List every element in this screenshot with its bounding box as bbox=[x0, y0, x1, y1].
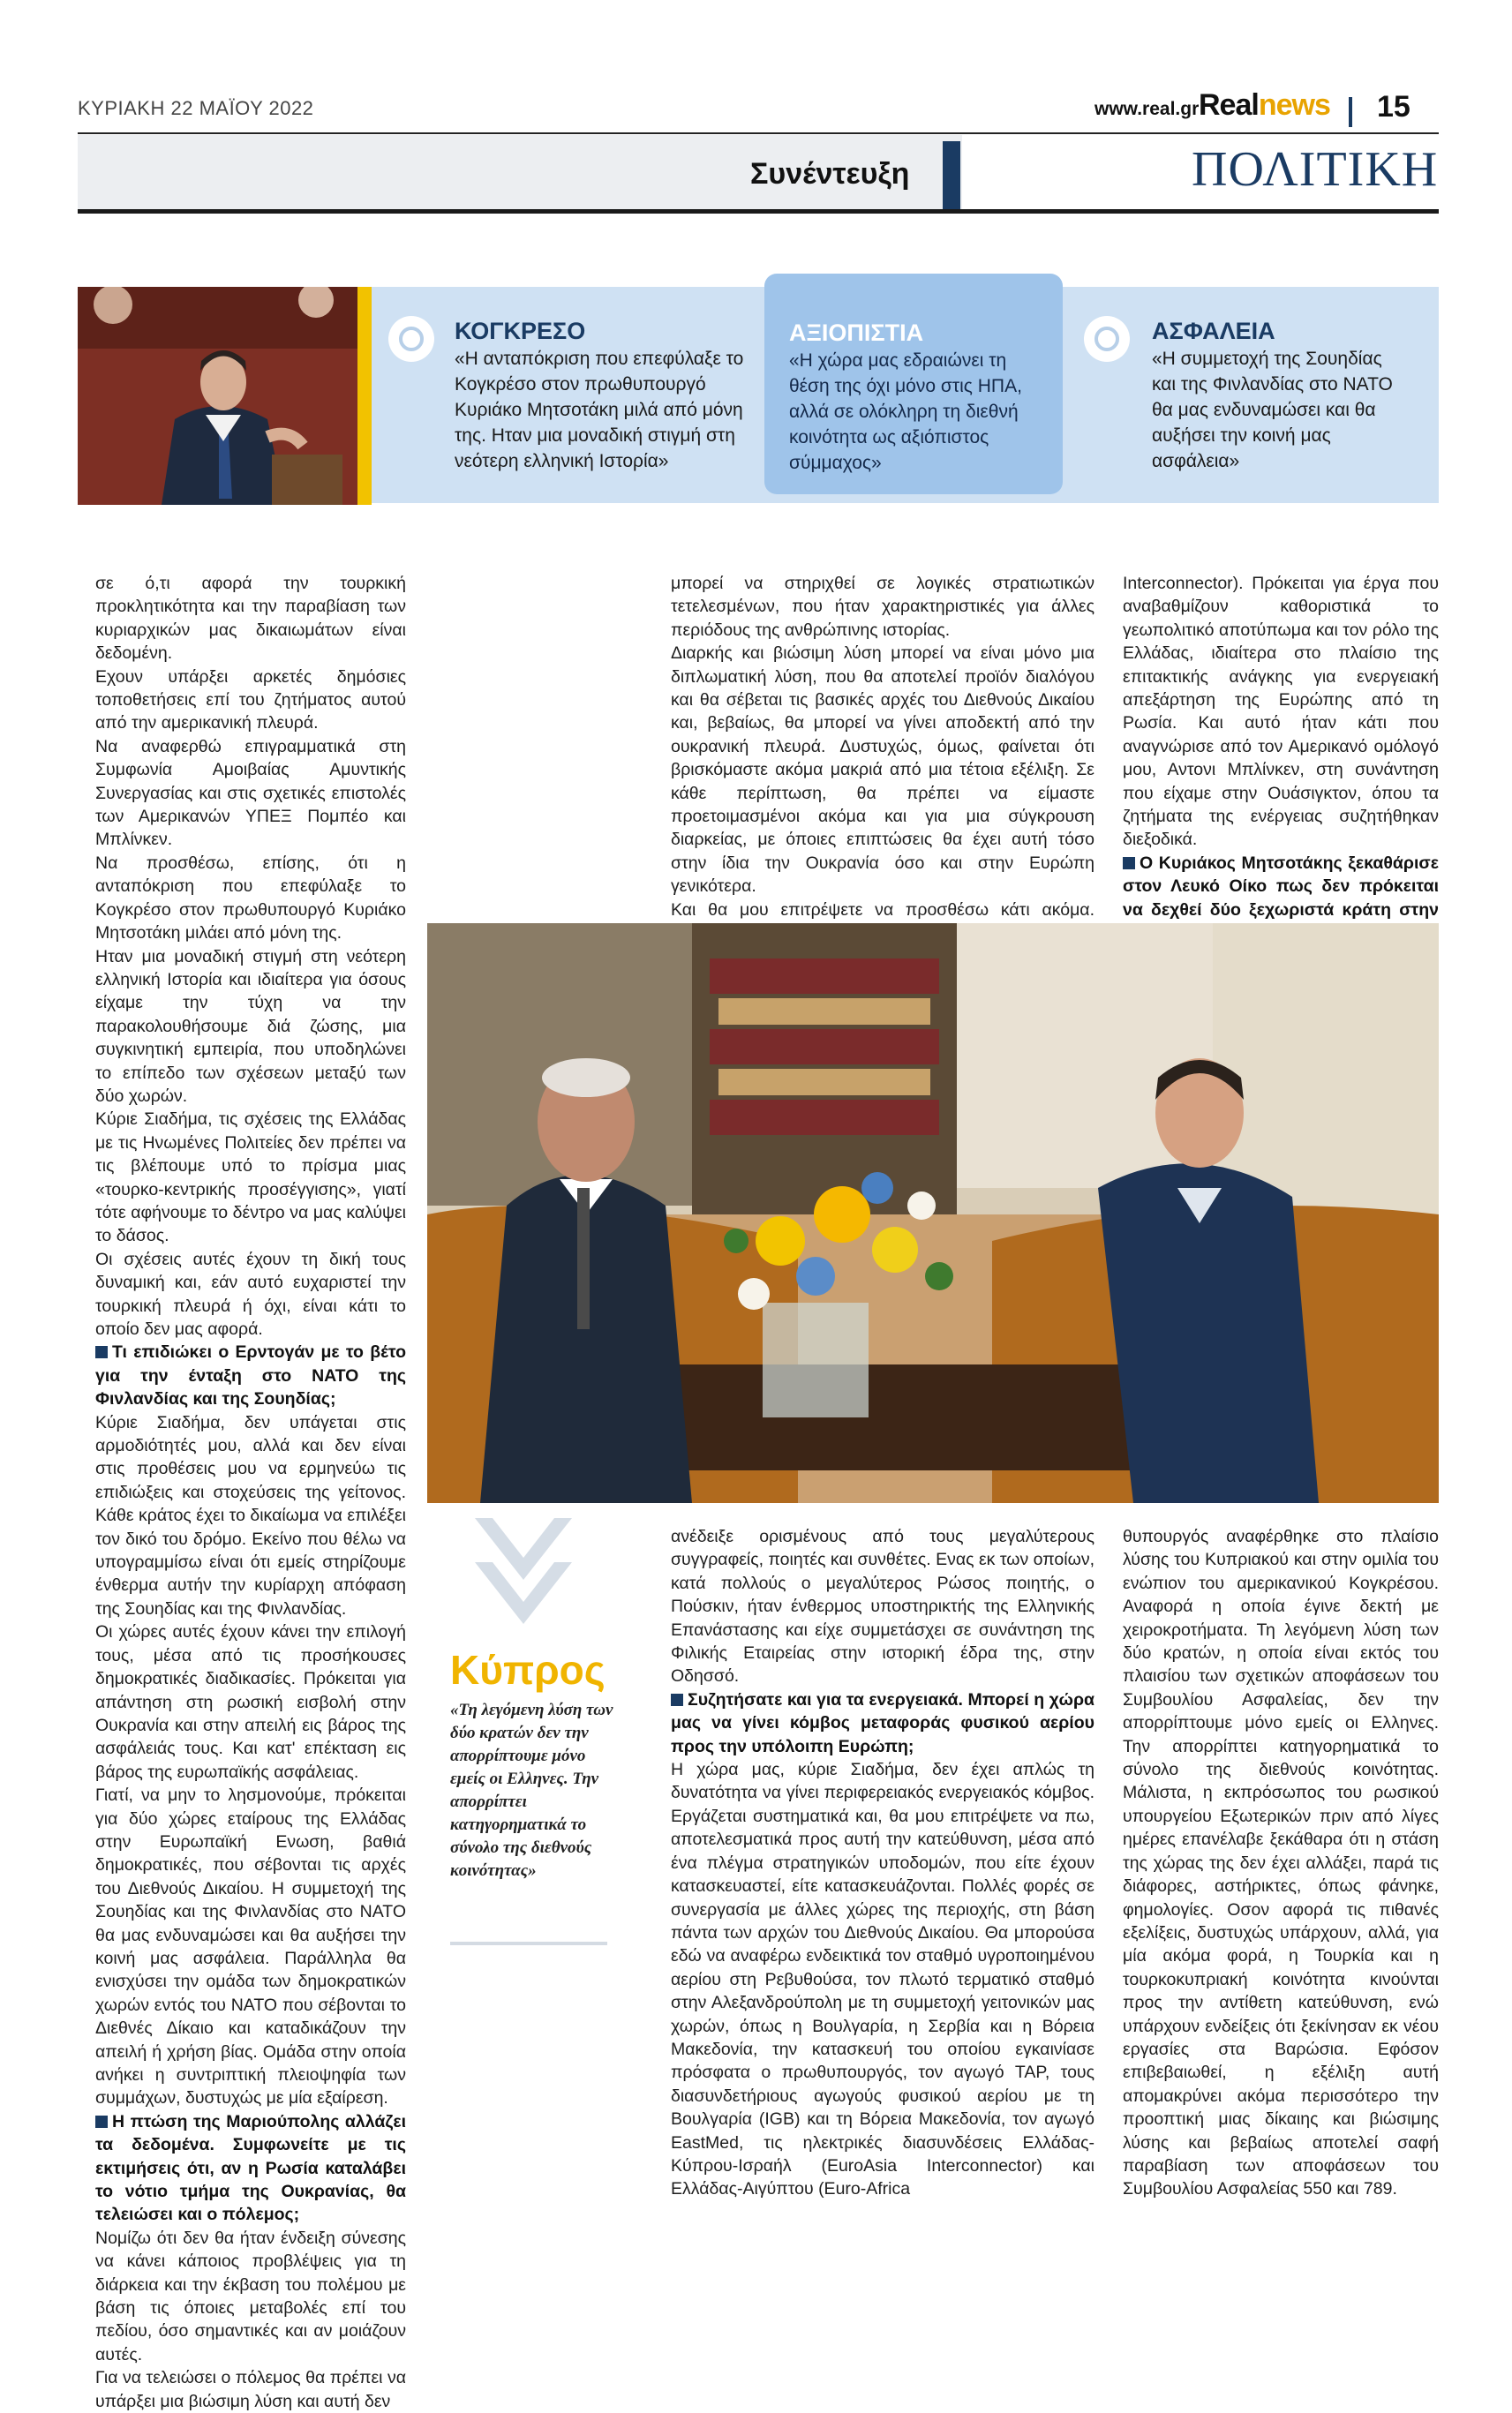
paragraph: Interconnector). Πρόκειται για έργα που αναβαθμίζουν καθοριστικά το γεωπολιτικό αποτύπωμα και τον ρόλο της Ελλάδας, ιδιαίτερα στο πλαίσιο της επιτακτικής ανάγκης για ενεργειακή απεξάρτηση της Ευρώπης από τη Ρωσία. Και αυτό ήταν κάτι που αναγνώρισε από τον Αμερικανό ομόλογό μου, Αντονι Μπλίνκεν, στη συνάντηση που είχαμε στην Ουάσιγκτον, όπου τα ζητήματα της ενέργειας συζητήθηκαν διεξοδικά. bbox=[1123, 574, 1439, 850]
paragraph: Νομίζω ότι δεν θα ήταν ένδειξη σύνεσης να κάνει κάποιος προβλέψεις για τη διάρκεια και την έκβαση του πολέμου με βάση τις όποιες μεταβολές επί του πεδίου, όσο σημαντικές και αν μοιάζουν αυτές. bbox=[95, 2228, 406, 2364]
highlight-bullet-icon bbox=[1084, 316, 1130, 362]
paragraph: Γιατί, να μην το λησμονούμε, πρόκειται για δύο χώρες εταίρους της Ελλάδας στην Ευρωπαϊκή Ενωση, βαθιά δημοκρατικές, που σέβονται τις αρχές του Διεθνούς Δικαίου. Η συμμετοχή της Σουηδίας και της Φινλανδίας στο ΝΑΤΟ θα μας ενδυναμώσει και θα αυξήσει την κοινή μας ασφάλεια. Παράλληλα θα ενισχύσει την ομάδα των δημοκρατικών χωρών εντός του ΝΑΤΟ που σέβονται το Διεθνές Δίκαιο και καταδικάζουν την απειλή ή χρήση βίας. Ομάδα στην οποία ανήκει η συντριπτική πλειοψηφία των συμμάχων, δυστυχώς με μία εξαίρεση. bbox=[95, 1785, 406, 2109]
highlight-bullet-icon bbox=[388, 316, 434, 362]
section-label: Συνέντευξη bbox=[750, 157, 910, 191]
highlight-title: ΑΞΙΟΠΙΣΤΙΑ bbox=[789, 319, 924, 346]
highlight-box-credibility bbox=[764, 274, 1063, 494]
photo-prime-minister-congress bbox=[78, 287, 369, 505]
paragraph: Η χώρα μας, κύριε Σιαδήμα, δεν έχει απλώς τη δυνατότητα να γίνει περιφερειακός ενεργειακός κόμβος. Εργάζεται συστηματικά και, θα μου επιτρέψετε να πω, αποτελεσματικά προς αυτή την κατεύθυνση, μέσα από ένα πλέγμα στρατηγικών υποδομών, που είτε έχουν κατασκευαστεί, είτε κατασκευάζονται. Πολλές φορές σε συνεργασία με άλλες χώρες της περιοχής, στη βάση πάντα των αρχών του Διεθνούς Δικαίου. Θα μπορούσα εδώ να αναφέρω ενδεικτικά τον σταθμό υγροποιημένου αερίου στη Ρεβυθούσα, τον πλωτό τερματικό σταθμό στην Αλεξανδρούπολη με τη συμμετοχή γειτονικών μας χωρών, όπως η Βουλγαρία, η Σερβία και η Βόρεια Μακεδονία, την κατασκευή του οποίου εγκαινίασε πρόσφατα ο πρωθυπουργός, τον αγωγό TAP, τους διασυνδετήριους αγωγούς φυσικού αερίου με τη Βουλγαρία (IGB) και τη Βόρεια Μακεδονία, τον αγωγό EastMed, τις ηλεκτρικές διασυνδέσεις Ελλάδας-Κύπρου-Ισραήλ (EuroAsia Interconnector) και Ελλάδας-Αιγύπτου (Euro-Africa bbox=[671, 1760, 1095, 2199]
pullquote-divider bbox=[450, 1942, 607, 1945]
highlight-title: ΚΟΓΚΡΕΣΟ bbox=[455, 318, 586, 344]
paragraph: Και θα μου επιτρέψετε να προσθέσω κάτι ακόμα. bbox=[671, 899, 1095, 920]
page-number: 15 bbox=[1377, 90, 1410, 124]
photo-accent-bar bbox=[357, 287, 372, 505]
newspaper-logo bbox=[1199, 88, 1330, 123]
category-title: ΠΟΛΙΤΙΚΗ bbox=[1192, 142, 1439, 197]
interview-question: Συζητήσατε και για τα ενεργειακά. Μπορεί η χώρα μας να γίνει κόμβος μεταφοράς φυσικού αερίου προς την υπόλοιπη Ευρώπη; bbox=[671, 1688, 1095, 1758]
interview-question: Τι επιδιώκει ο Ερντογάν με το βέτο για την ένταξη στο ΝΑΤΟ της Φινλανδίας και της Σουηδίας; bbox=[95, 1341, 406, 1410]
paragraph: Κύριε Σιαδήμα, τις σχέσεις της Ελλάδας με τις Ηνωμένες Πολιτείες δεν πρέπει να τις βλέπουμε υπό το πρίσμα μιας «τουρκο-κεντρικής προσέγγισης», γιατί τότε αφήνουμε το δέντρο να μας καλύψει το δάσος. bbox=[95, 1109, 406, 1246]
article-column-1 bbox=[95, 572, 406, 2413]
paragraph: Οι χώρες αυτές έχουν κάνει την επιλογή τους, μέσα από τις προσήκουσες δημοκρατικές διαδικασίες. Πρόκειται για απάντηση στη ρωσική εισβολή στην Ουκρανία και στην απειλή εις βάρος της ασφάλειάς τους. Και κατ' επέκταση εις βάρος της ευρωπαϊκής ασφάλειας. bbox=[95, 1622, 406, 1782]
article-column-3-bottom bbox=[1123, 1525, 1439, 2201]
photo-meeting bbox=[427, 923, 1439, 1503]
chevron-down-icon bbox=[475, 1518, 572, 1637]
paragraph: θυπουργός αναφέρθηκε στο πλαίσιο λύσης του Κυπριακού και στην ομιλία του ενώπιον του αμερικανικού Κογκρέσου. Αναφορά η οποία έγινε δεκτή με χειροκροτήματα. Τη λεγόμενη λύση των δύο κρατών, η οποία είναι εκτός του πλαισίου των σχετικών αποφάσεων του Συμβουλίου Ασφαλείας, δεν την απορρίπτουμε μόνο εμείς οι Ελληνες. Την απορρίπτει κατηγορηματικά το σύνολο της διεθνούς κοινότητας. Μάλιστα, η εκπρόσωπος του ρωσικού υπουργείου Εξωτερικών πριν από λίγες ημέρες επανέλαβε ξεκάθαρα ότι η στάση της χώρας της δεν έχει αλλάξει, παρά τις διάφορες, αστήρικτες, όπως φάνηκε, φημολογίες. Οσον αφορά τις πιθανές εξελίξεις, δυστυχώς υπάρχουν, αλλά, για μία ακόμα φορά, η Τουρκία και η τουρκοκυπριακή κοινότητα κινούνται προς την αντίθετη κατεύθυνση, ενώ υπάρχουν ενδείξεις ότι ξεκίνησαν εκ νέου εργασίες στα Βαρώσια. Εφόσον επιβεβαιωθεί, η εξέλιξη αυτή απομακρύνει ακόμα περισσότερο την προοπτική μιας δίκαιης και βιώσιμης λύσης και βεβαίως αποτελεί σαφή παραβίαση των αποφάσεων του Συμβουλίου Ασφαλείας 550 και 789. bbox=[1123, 1527, 1439, 2199]
highlight-title: ΑΣΦΑΛΕΙΑ bbox=[1152, 318, 1275, 344]
pullquote-title: Κύπρος bbox=[450, 1647, 606, 1693]
paragraph: Να προσθέσω, επίσης, ότι η ανταπόκριση που επεφύλαξε το Κογκρέσο στον πρωθυπουργό Κυριάκο Μητσοτάκη μιλάει από μόνη της. bbox=[95, 853, 406, 943]
highlight-text: «Η ανταπόκριση που επεφύλαξε το Κογκρέσο στον πρωθυπουργό Κυριάκο Μητσοτάκη μιλά από μόνη της. Ηταν μια μοναδική στιγμή στη νεότερη ελληνική Ιστορία» bbox=[455, 349, 744, 471]
header-divider bbox=[1349, 97, 1352, 127]
paragraph: Κύριε Σιαδήμα, δεν υπάγεται στις αρμοδιότητές μου, αλλά και δεν είναι στις προθέσεις μου να ερμηνεύω τις επιδιώξεις και στοχεύσεις της γείτονος. Κάθε κράτος έχει το δικαίωμα να επιλέξει τον δικό του δρόμο. Εκείνο που θέλω να υπογραμμίσω είναι ότι εμείς στηρίζουμε ένθερμα αυτήν την κυρίαρχη απόφαση της Σουηδίας και της Φινλανδίας. bbox=[95, 1412, 406, 1619]
interview-question: Ο Κυριάκος Μητσοτάκης ξεκαθάρισε στον Λευκό Οίκο πως δεν πρόκειται να δεχθεί δύο ξεχωριστά κράτη στην bbox=[1123, 852, 1439, 968]
highlight-text: «Η συμμετοχή της Σουηδίας και της Φινλανδίας στο ΝΑΤΟ θα μας ενδυναμώσει και θα αυξήσει την κοινή μας ασφάλεια» bbox=[1152, 349, 1393, 471]
paragraph: Να αναφερθώ επιγραμματικά στη Συμφωνία Αμοιβαίας Αμυντικής Συνεργασίας και στις σχετικές επιστολές των Αμερικανών ΥΠΕΞ Πομπέο και Μπλίνκεν. bbox=[95, 736, 406, 850]
paragraph: Οι σχέσεις αυτές έχουν τη δική τους δυναμική και, εάν αυτό ευχαριστεί την τουρκική πλευρά ή όχι, είναι κάτι το οποίο δεν μας αφορά. bbox=[95, 1249, 406, 1339]
section-tab bbox=[943, 141, 960, 209]
paragraph: Διαρκής και βιώσιμη λύση μπορεί να είναι μόνο μια διπλωματική λύση, που θα αποτελεί προϊόν διαλόγου και θα σέβεται τις βασικές αρχές του Διεθνούς Δικαίου και, βεβαίως, θα μπορεί να γίνει αποδεκτή από την ουκρανική πλευρά. Δυστυχώς, όμως, φαίνεται ότι βρισκόμαστε ακόμα μακριά από μια τέτοια εξέλιξη. Σε κάθε περίπτωση, θα πρέπει να είμαστε προετοιμασμένοι ακόμα και για μια σύγκρουση διαρκείας, με όποιες επιπτώσεις θα έχει αυτή τόσο στην ίδια την Ουκρανία όσο και στην Ευρώπη γενικότερα. bbox=[671, 643, 1095, 897]
paragraph: μπορεί να στηριχθεί σε λογικές στρατιωτικών τετελεσμένων, που ήταν χαρακτηριστικές για άλλες περιόδους της ανθρώπινης ιστορίας. bbox=[671, 574, 1095, 640]
interview-question: Η πτώση της Μαριούπολης αλλάζει τα δεδομένα. Συμφωνείτε με τις εκτιμήσεις ότι, αν η Ρωσία καταλάβει το νότιο τμήμα της Ουκρανίας, θα τελειώσει και ο πόλεμος; bbox=[95, 2110, 406, 2227]
paragraph: Ηταν μια μοναδική στιγμή στη νεότερη ελληνική Ιστορία και ιδιαίτερα για όσους είχαμε την τύχη να την παρακολουθήσουμε διά ζώσης, μια συγκινητική εμπειρία, που υποδηλώνει το επίπεδο των σχέσεων μεταξύ των δύο χωρών. bbox=[95, 946, 406, 1106]
paragraph: Για να τελειώσει ο πόλεμος θα πρέπει να υπάρξει μια βιώσιμη λύση και αυτή δεν bbox=[95, 2368, 406, 2411]
pullquote-text: «Τη λεγόμενη λύση των δύο κρατών δεν την απορρίπτουμε μόνο εμείς οι Ελληνες. Την απορρίπτει κατηγορηματικά το σύνολο της διεθνούς κοινότητας» bbox=[450, 1701, 613, 1880]
section-rule bbox=[78, 209, 1439, 214]
paragraph: ανέδειξε ορισμένους από τους μεγαλύτερους συγγραφείς, ποιητές και συνθέτες. Ενας εκ των οποίων, κατά πολλούς ο μεγαλύτερος Ρώσος ποιητής, ο Πούσκιν, ήταν ένθερμος υποστηρικτής της Ελληνικής Επανάστασης και είχε συμμετάσχει σε συνάντηση της Φιλικής Εταιρείας στην ιστορική έδρα της, στην Οδησσό. bbox=[671, 1527, 1095, 1687]
issue-date: ΚΥΡΙΑΚΗ 22 ΜΑΪΟΥ 2022 bbox=[78, 97, 314, 119]
site-url[interactable]: www.real.gr bbox=[1095, 99, 1200, 119]
header-rule bbox=[78, 132, 1439, 134]
article-column-2-bottom bbox=[671, 1525, 1095, 2201]
highlight-text: «Η χώρα μας εδραιώνει τη θέση της όχι μόνο στις ΗΠΑ, αλλά σε ολόκληρη τη διεθνή κοινότητα ως αξιόπιστος σύμμαχος» bbox=[789, 350, 1022, 473]
logo-real: Real bbox=[1199, 88, 1259, 122]
logo-news: news bbox=[1258, 88, 1330, 122]
paragraph: Εχουν υπάρξει αρκετές δημόσιες τοποθετήσεις επί του ζητήματος αυτού από την αμερικανική πλευρά. bbox=[95, 666, 406, 733]
paragraph: σε ό,τι αφορά την τουρκική προκλητικότητα και την παραβίαση των κυριαρχικών μας δικαιωμάτων είναι δεδομένη. bbox=[95, 574, 406, 664]
